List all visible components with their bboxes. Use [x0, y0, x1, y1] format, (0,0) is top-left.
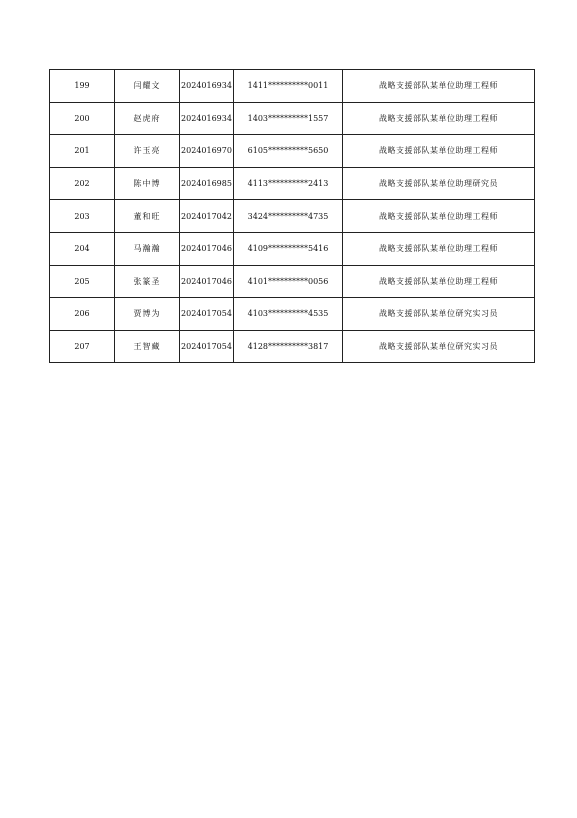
name-cell: 赵虎府	[115, 102, 180, 135]
name-cell: 陈中博	[115, 167, 180, 200]
row-number-cell: 203	[50, 200, 115, 233]
exam-id-cell: 2024016934	[180, 70, 234, 103]
position-cell: 战略支援部队某单位研究实习员	[343, 330, 535, 363]
position-cell: 战略支援部队某单位助理工程师	[343, 265, 535, 298]
exam-id-cell: 2024017042	[180, 200, 234, 233]
exam-id-cell: 2024016970	[180, 135, 234, 168]
exam-id-cell: 2024017054	[180, 298, 234, 331]
position-cell: 战略支援部队某单位助理工程师	[343, 102, 535, 135]
name-cell: 许玉亮	[115, 135, 180, 168]
row-number-cell: 206	[50, 298, 115, 331]
roster-table-body	[50, 70, 535, 363]
row-number-cell: 204	[50, 232, 115, 265]
id-card-cell: 4109**********5416	[234, 232, 343, 265]
exam-id-cell: 2024016985	[180, 167, 234, 200]
id-card-cell: 1411**********0011	[234, 70, 343, 103]
id-card-cell: 4128**********3817	[234, 330, 343, 363]
id-card-cell: 4101**********0056	[234, 265, 343, 298]
position-cell: 战略支援部队某单位助理工程师	[343, 135, 535, 168]
name-cell: 董和旺	[115, 200, 180, 233]
table-row	[50, 200, 535, 233]
id-card-cell: 3424**********4735	[234, 200, 343, 233]
exam-id-cell: 2024017046	[180, 232, 234, 265]
id-card-cell: 6105**********5650	[234, 135, 343, 168]
table-row	[50, 298, 535, 331]
table-row	[50, 102, 535, 135]
position-cell: 战略支援部队某单位助理工程师	[343, 232, 535, 265]
name-cell: 张篆圣	[115, 265, 180, 298]
exam-id-cell: 2024016934	[180, 102, 234, 135]
name-cell: 闫耀文	[115, 70, 180, 103]
position-cell: 战略支援部队某单位助理工程师	[343, 200, 535, 233]
name-cell: 马瀚瀚	[115, 232, 180, 265]
row-number-cell: 201	[50, 135, 115, 168]
exam-id-cell: 2024017046	[180, 265, 234, 298]
row-number-cell: 199	[50, 70, 115, 103]
table-row	[50, 70, 535, 103]
position-cell: 战略支援部队某单位助理工程师	[343, 70, 535, 103]
table-row	[50, 265, 535, 298]
position-cell: 战略支援部队某单位研究实习员	[343, 298, 535, 331]
position-cell: 战略支援部队某单位助理研究员	[343, 167, 535, 200]
table-row	[50, 135, 535, 168]
name-cell: 贾博为	[115, 298, 180, 331]
id-card-cell: 4113**********2413	[234, 167, 343, 200]
row-number-cell: 200	[50, 102, 115, 135]
row-number-cell: 205	[50, 265, 115, 298]
row-number-cell: 202	[50, 167, 115, 200]
roster-table	[49, 69, 535, 363]
row-number-cell: 207	[50, 330, 115, 363]
id-card-cell: 1403**********1557	[234, 102, 343, 135]
name-cell: 王智藏	[115, 330, 180, 363]
table-row	[50, 330, 535, 363]
table-row	[50, 232, 535, 265]
exam-id-cell: 2024017054	[180, 330, 234, 363]
table-row	[50, 167, 535, 200]
id-card-cell: 4103**********4535	[234, 298, 343, 331]
